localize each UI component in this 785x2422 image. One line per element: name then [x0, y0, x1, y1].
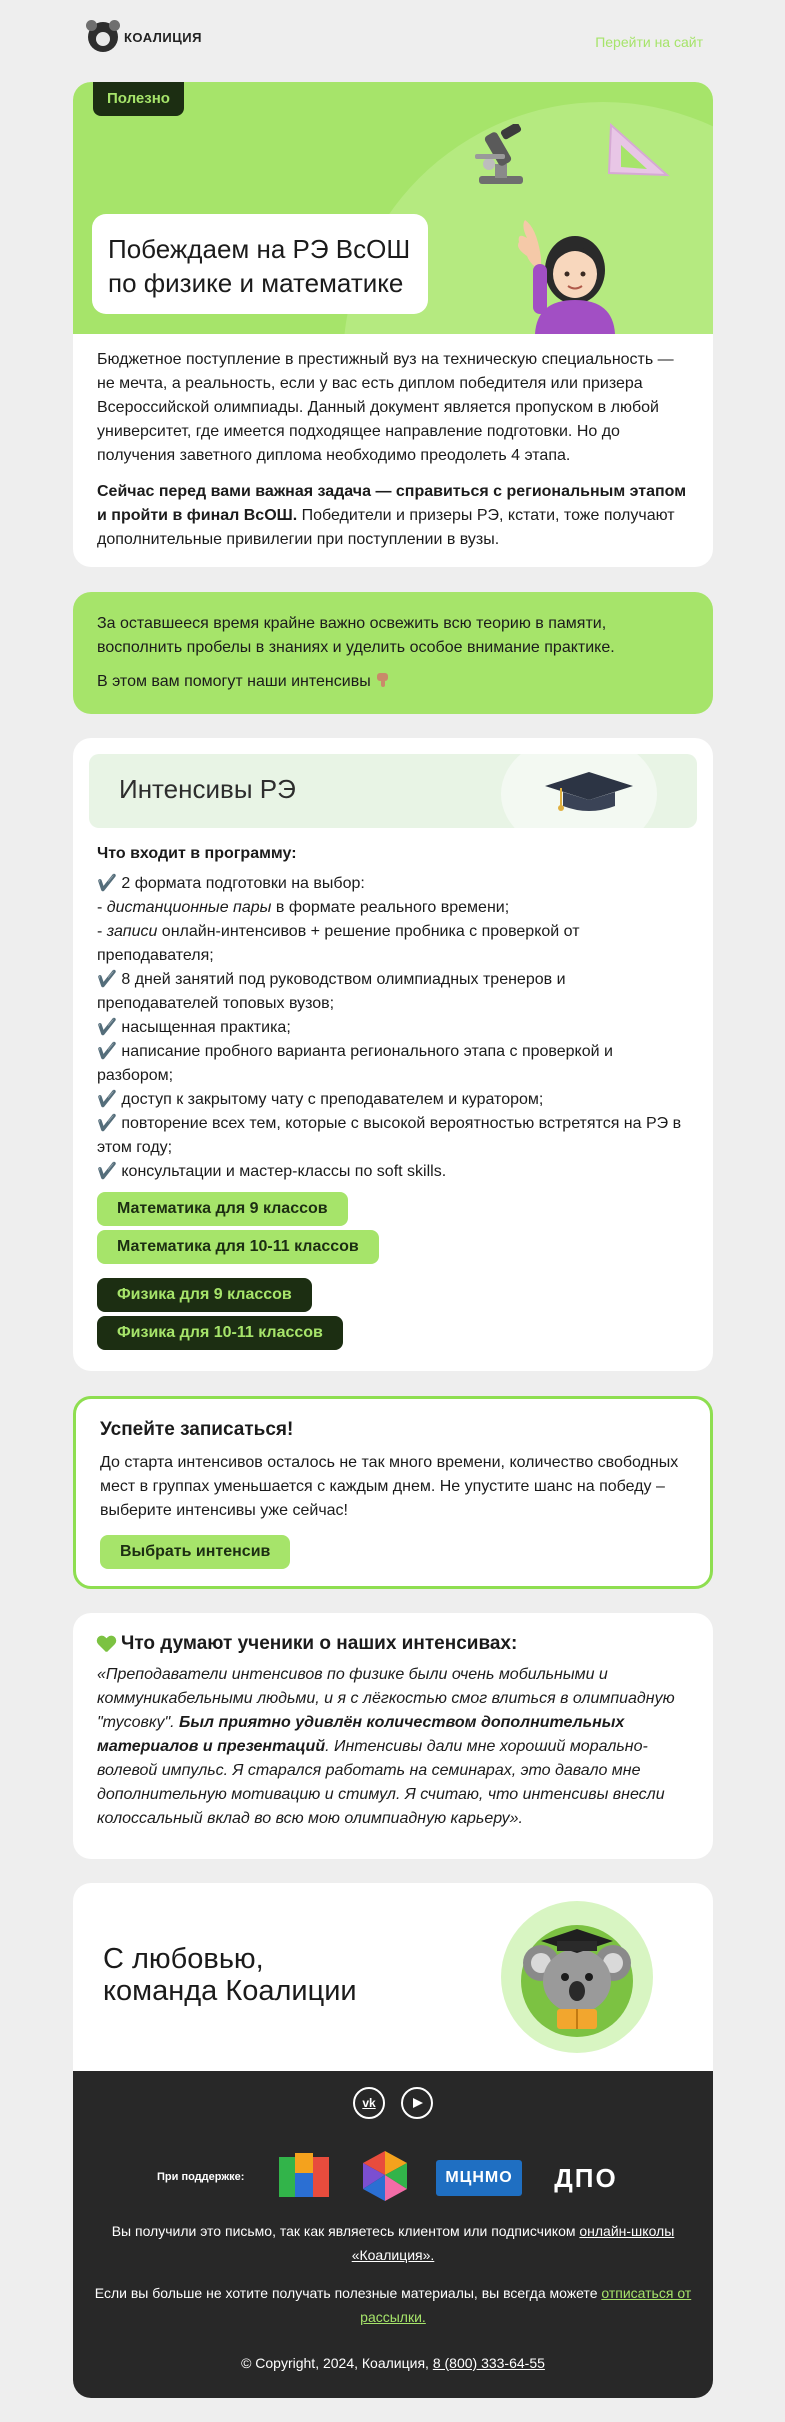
item-text: написание пробного варианта регионального этапа с проверкой и разбором;: [97, 1043, 613, 1084]
item-text: консультации и мастер-классы по soft skills.: [116, 1163, 447, 1180]
koala-mascot-circle: [501, 1901, 653, 2053]
physics-10-11-button[interactable]: Физика для 10-11 классов: [97, 1316, 343, 1350]
partner-logo-1[interactable]: [277, 2151, 333, 2201]
item-emphasis: записи: [106, 923, 158, 940]
review-quote: [97, 1663, 689, 1831]
intro-rest-text: Победители и призеры РЭ, кстати, тоже получают дополнительные привилегии при поступлении в вузы.: [97, 507, 675, 548]
notice-text: Вы получили это письмо, так как являетесь клиентом или подписчиком: [111, 2223, 580, 2239]
program-item: [97, 1088, 689, 1112]
phone-link[interactable]: 8 (800) 333-64-55: [432, 2355, 545, 2371]
hero-title-line1: Побеждаем на РЭ ВсОШ: [108, 234, 411, 264]
program-item: [97, 1112, 689, 1160]
note-text: В этом вам помогут наши интенсивы: [97, 673, 371, 690]
signature-card: [73, 1883, 713, 2398]
intro-paragraph-1: Бюджетное поступление в престижный вуз на техническую специальность — не мечта, а реальность, если у вас есть диплом победителя или призера Всероссийской олимпиады. Данный документ является пропуском в любой университет, где имеется подходящее направление подготовки. Но до получения заветного диплома необходимо преодолеть 4 этапа.: [97, 351, 674, 464]
program-item: [97, 872, 689, 896]
program-subitem: - записи онлайн-интенсивов + решение пробника с проверкой от преподавателя;: [97, 923, 580, 964]
signature: [103, 1943, 357, 2007]
logo[interactable]: [88, 22, 202, 52]
partner-logo-2[interactable]: [357, 2149, 413, 2203]
hero-card: [73, 82, 713, 567]
copyright: [93, 2351, 693, 2375]
program-item: [97, 1016, 689, 1040]
item-text: повторение всех тем, которые с высокой вероятностью встретятся на РЭ в этом году;: [97, 1115, 682, 1156]
footer: [73, 2071, 713, 2398]
checkmark-icon: ✔️: [97, 1115, 117, 1132]
program-card: [73, 738, 713, 1371]
intro-paragraph-2: [97, 480, 689, 552]
item-text: 8 дней занятий под руководством олимпиадных тренеров и преподавателей топовых вузов;: [97, 971, 566, 1012]
choose-intensive-button[interactable]: Выбрать интенсив: [100, 1535, 290, 1569]
checkmark-icon: ✔️: [97, 1043, 117, 1060]
program-details: [97, 842, 689, 1184]
hero-title-box: [92, 214, 428, 314]
quote-part: . Интенсивы дали мне хороший морально-волевой импульс. Я старался работать на семинарах, это давало мне дополнительную мотивацию и стимул. Я считаю, что интенсивы внесли колоссальный вклад во всю мою олимпиадную карьеру».: [97, 1738, 665, 1827]
checkmark-icon: ✔️: [97, 971, 117, 988]
koala-logo-icon: [88, 22, 118, 52]
signature-line2: команда Коалиции: [103, 1975, 357, 2007]
program-title: Интенсивы РЭ: [119, 774, 296, 804]
subscription-notice: [93, 2219, 693, 2267]
copyright-text: © Copyright, 2024, Коалиция,: [241, 2355, 433, 2371]
program-header: [89, 754, 697, 828]
program-item: [97, 1040, 689, 1088]
program-subitem: - дистанционные пары в формате реального времени;: [97, 899, 510, 916]
program-heading: Что входит в программу:: [97, 845, 297, 862]
school-link[interactable]: онлайн-школы «Коалиция».: [351, 2223, 675, 2263]
green-heart-icon: [97, 1636, 115, 1652]
triangle-ruler-icon: [601, 117, 673, 179]
note-paragraph-2: [97, 670, 689, 694]
cta-text: До старта интенсивов осталось не так много времени, количество свободных мест в группах уменьшается с каждым днем. Не упустите шанс на победу – выберите интенсивы уже сейчас!: [100, 1454, 679, 1519]
item-text: онлайн-интенсивов + решение пробника с проверкой от преподавателя;: [97, 923, 580, 964]
review-title: [97, 1633, 689, 1655]
quote-bold: Был приятно удивлён количеством дополнительных материалов и презентаций: [97, 1714, 625, 1755]
notice-text: Если вы больше не хотите получать полезные материалы, вы всегда можете: [94, 2285, 602, 2301]
checkmark-icon: ✔️: [97, 1163, 117, 1180]
youtube-icon[interactable]: [401, 2087, 433, 2119]
signature-line1: С любовью,: [103, 1943, 264, 1975]
pointing-down-hand-icon: [375, 672, 393, 688]
checkmark-icon: ✔️: [97, 1091, 117, 1108]
microscope-icon: [471, 124, 531, 186]
program-item: [97, 968, 689, 1016]
hero-title: [108, 232, 412, 300]
quote-part: «Преподаватели интенсивов по физике были очень мобильными и коммуникабельными людьми, и я с лёгкостью смог влиться в олимпиадную "тусовку".: [97, 1666, 675, 1731]
hero-banner: [73, 82, 713, 334]
note-paragraph-1: За оставшееся время крайне важно освежить всю теорию в памяти, восполнить пробелы в знаниях и уделить особое внимание практике.: [97, 615, 615, 656]
unsubscribe-link[interactable]: отписаться от рассылки.: [360, 2285, 692, 2325]
review-title-text: Что думают ученики о наших интенсивах:: [121, 1633, 518, 1654]
partner-logo-dpo[interactable]: ДПО: [554, 2163, 618, 2193]
go-to-site-link[interactable]: Перейти на сайт: [595, 34, 703, 50]
math-10-11-button[interactable]: Математика для 10-11 классов: [97, 1230, 379, 1264]
green-note: [73, 592, 713, 714]
category-tag: Полезно: [93, 82, 184, 116]
item-text: насыщенная практика;: [116, 1019, 291, 1036]
hero-title-line2: по физике и математике: [108, 268, 404, 298]
logo-text: КОАЛИЦИЯ: [124, 29, 202, 45]
item-text: 2 формата подготовки на выбор:: [116, 875, 365, 892]
graduation-cap-icon: [541, 770, 637, 816]
header: [88, 22, 703, 62]
cta-card: [73, 1396, 713, 1589]
partners-row: [73, 2149, 713, 2209]
cta-title: Успейте записаться!: [100, 1419, 294, 1440]
social-links: [73, 2087, 713, 2119]
review-card: [73, 1613, 713, 1859]
checkmark-icon: ✔️: [97, 1019, 117, 1036]
support-label: При поддержке:: [157, 2171, 245, 2183]
math-9-button[interactable]: Математика для 9 классов: [97, 1192, 348, 1226]
physics-9-button[interactable]: Физика для 9 классов: [97, 1278, 312, 1312]
intro-text: [73, 334, 713, 552]
program-item: [97, 1160, 689, 1184]
item-emphasis: дистанционные пары: [106, 899, 272, 916]
checkmark-icon: ✔️: [97, 875, 117, 892]
waving-girl-icon: [513, 208, 623, 334]
unsubscribe-notice: [93, 2281, 693, 2329]
intro-bold-text: Сейчас перед вами важная задача — справиться с региональным этапом и пройти в финал ВсОШ.: [97, 483, 687, 524]
partner-logo-mcnmo[interactable]: МЦНМО: [436, 2160, 522, 2196]
item-text: в формате реального времени;: [271, 899, 510, 916]
item-text: доступ к закрытому чату с преподавателем и куратором;: [116, 1091, 544, 1108]
vk-icon[interactable]: vk: [353, 2087, 385, 2119]
koala-mascot-icon: [501, 1901, 653, 2053]
